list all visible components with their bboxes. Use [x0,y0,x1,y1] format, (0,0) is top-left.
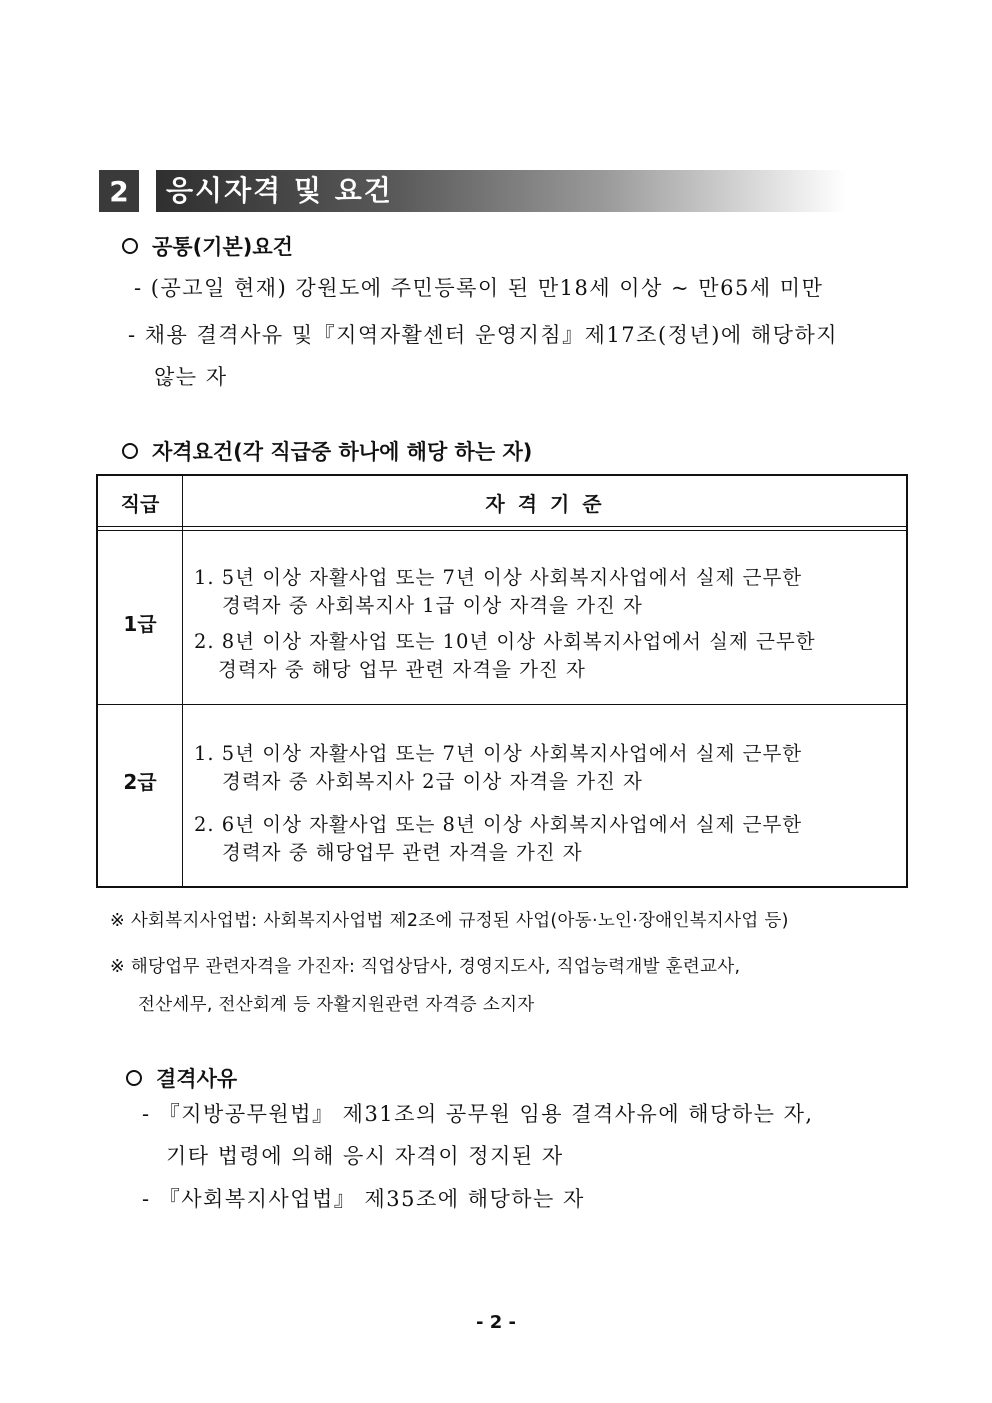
table-header-grade: 직급 [120,492,160,516]
table-row-1-line-1: 1. 5년 이상 자활사업 또는 7년 이상 사회복지사업에서 실제 근무한 [194,566,803,589]
qualification-table [96,474,908,888]
disqualification-heading-text: 결격사유 [156,1067,238,1091]
common-line-2: - 채용 결격사유 및『지역자활센터 운영지침』제17조(정년)에 해당하지 [128,323,839,347]
table-header-criteria: 자 격 기 준 [485,492,605,516]
section-number: 2 [99,170,139,212]
table-row-2-line-2: 경력자 중 사회복지사 2급 이상 자격을 가진 자 [222,770,643,793]
table-row-1-line-3: 2. 8년 이상 자활사업 또는 10년 이상 사회복지사업에서 실제 근무한 [194,630,816,653]
table-column-divider [182,476,183,886]
qualification-heading [122,436,532,466]
table-row-2-line-1: 1. 5년 이상 자활사업 또는 7년 이상 사회복지사업에서 실제 근무한 [194,742,803,765]
table-row-grade-2: 2급 [123,770,157,794]
table-row-1-line-2: 경력자 중 사회복지사 1급 이상 자격을 가진 자 [222,594,643,617]
circle-bullet-icon [122,238,138,254]
qualification-heading-text: 자격요건(각 직급중 하나에 해당 하는 자) [152,440,533,464]
common-requirements-heading [122,231,293,261]
section-title: 응시자격 및 요건 [166,174,393,207]
table-row-2-line-3: 2. 6년 이상 자활사업 또는 8년 이상 사회복지사업에서 실제 근무한 [194,813,803,836]
note-related-qualifications: ※ 해당업무 관련자격을 가진자: 직업상담사, 경영지도사, 직업능력개발 훈련교사, [110,957,741,977]
circle-bullet-icon [122,443,138,459]
note-social-welfare-act: ※ 사회복지사업법: 사회복지사업법 제2조에 규정된 사업(아동·노인·장애인복지사업 등) [110,911,789,931]
disqualification-line-1: - 『지방공무원법』 제31조의 공무원 임용 결격사유에 해당하는 자, [142,1102,814,1126]
table-row-2-line-4: 경력자 중 해당업무 관련 자격을 가진 자 [222,841,583,864]
note-related-qualifications-cont: 전산세무, 전산회계 등 자활지원관련 자격증 소지자 [138,995,535,1015]
disqualification-heading [126,1063,237,1093]
disqualification-line-2: 기타 법령에 의해 응시 자격이 정지된 자 [166,1144,564,1168]
page-number: - 2 - [476,1312,516,1333]
table-row-divider [98,704,906,705]
circle-bullet-icon [126,1070,142,1086]
common-line-1: - (공고일 현재) 강원도에 주민등록이 된 만18세 이상 ~ 만65세 미만 [134,276,824,300]
table-header-divider [98,526,906,531]
table-row-1-line-4: 경력자 중 해당 업무 관련 자격을 가진 자 [218,658,586,681]
disqualification-line-3: - 『사회복지사업법』 제35조에 해당하는 자 [142,1187,585,1211]
table-row-grade-1: 1급 [123,612,157,636]
common-heading-text: 공통(기본)요건 [152,235,293,259]
common-line-3: 않는 자 [154,365,228,389]
